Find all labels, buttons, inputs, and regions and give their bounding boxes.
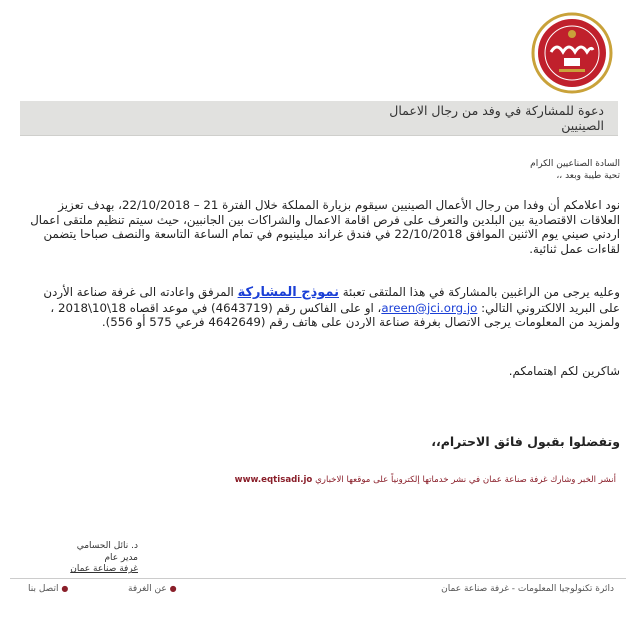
page-title: دعوة للمشاركة في وفد من رجال الاعمال الصينيين <box>389 103 604 133</box>
footer-contact-label: اتصل بنا <box>28 584 59 594</box>
p2-text-before: وعليه يرجى من الراغبين بالمشاركة في هذا الملتقى تعبئة <box>338 285 620 299</box>
body-paragraph-3: شاكرين لكم اهتمامكم. <box>508 364 620 378</box>
footer-about-label: عن الغرفة <box>128 584 167 594</box>
signature-block <box>18 541 138 576</box>
signature-org: غرفة صناعة عمان <box>70 564 138 574</box>
signature-name: د. نائل الحسامي <box>76 541 138 551</box>
footer <box>10 584 626 600</box>
news-site-link[interactable]: www.eqtisadi.jo <box>234 475 313 485</box>
salutation-line-2: تحية طيبة وبعد ،، <box>556 171 620 181</box>
bullet-dot-icon: ● <box>169 584 177 593</box>
p2-text-after: ، او على الفاكس رقم (4643719) في موعد اقصاه 18\10\2018 ، ولمزيد من المعلومات يرجى الاتصال بغرفة صناعة الاردن على هاتف رقم (4642649 فرعي 575 أو 556). <box>50 300 620 330</box>
footer-divider <box>10 578 626 579</box>
share-line <box>56 474 616 486</box>
closing-line: وتفضلوا بقبول فائق الاحترام،، <box>431 434 620 449</box>
p2-text-middle: المرفق واعادته الى غرفة صناعة الأردن على البريد الالكتروني التالي: <box>43 285 620 315</box>
salutation <box>320 158 620 182</box>
footer-contact-link[interactable] <box>28 584 68 594</box>
salutation-line-1: السادة الصناعيين الكرام <box>530 159 620 169</box>
title-banner <box>20 101 618 136</box>
email-link[interactable]: areen@jci.org.jo <box>381 300 478 315</box>
share-text: أنشر الخبر وشارك غرفة صناعة عمان في نشر خدماتها إلكترونياً على موقعها الاخباري <box>315 475 616 485</box>
body-paragraph-1: نود اعلامكم أن وفدا من رجال الأعمال الصينيين سيقوم بزيارة المملكة خلال الفترة 21 – 22/10/2018، بهدف تعزيز العلاقات الاقتصادية بين البلدين والتعرف على فرص اقامة الاعمال والشراكات بين الجانبين، حيث سيتم تنظيم ملتقى اعمال اردني صيني يوم الاثنين الموافق 22/10/2018 في فندق غراند ميلينيوم في تمام الساعة التاسعة والنصف صباحا يتضمن لقاءات عمل ثنائية. <box>30 198 620 256</box>
chamber-logo-icon <box>531 12 613 94</box>
signature-title: مدير عام <box>104 552 138 563</box>
footer-department: دائرة تكنولوجيا المعلومات - غرفة صناعة عمان <box>441 584 614 594</box>
footer-about-link[interactable] <box>128 584 177 594</box>
bullet-dot-icon: ● <box>61 584 69 593</box>
body-paragraph-2 <box>20 285 620 330</box>
participation-form-link[interactable]: نموذج المشاركة <box>237 285 339 300</box>
